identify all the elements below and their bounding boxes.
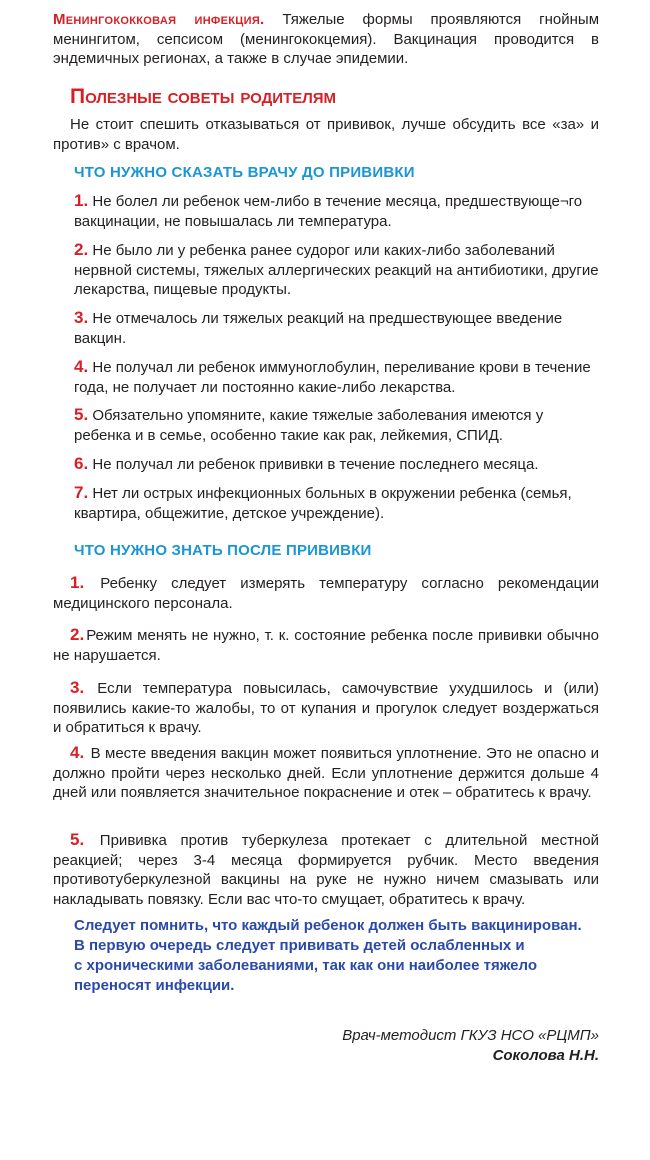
item-text: Не отмечалось ли тяжелых реакций на предшествующее введение вакцин. [74, 310, 563, 347]
after-item-5 [53, 830, 599, 909]
item-number: 1. [74, 191, 89, 210]
item-number: 3. [70, 678, 85, 697]
item-text: Не было ли у ребенка ранее судорог или каких-либо заболеваний нервной системы, тяжелых аллергических реакций на антибиотики, другие лекарства, пищевые продукты. [74, 242, 599, 299]
after-heading: ЧТО НУЖНО ЗНАТЬ ПОСЛЕ ПРИВИВКИ [74, 542, 372, 559]
signature-block [200, 1026, 599, 1066]
before-item-6 [74, 454, 599, 475]
before-item-3 [74, 308, 599, 348]
item-text: Прививка против туберкулеза протекает с длительной местной реакцией; через 3-4 месяца формируется рубчик. Место введения противотуберкулезной вакцины на руке не нужно ничем смазывать или накладывать повязку. Если вас что-то смущает, обратитесь к врачу. [53, 832, 599, 908]
item-text: Не получал ли ребенок прививки в течение последнего месяца. [88, 456, 539, 473]
item-number: 4. [74, 357, 89, 376]
before-item-1 [74, 191, 599, 231]
reminder-line: переносят инфекции. [74, 977, 235, 994]
reminder-block [74, 916, 604, 996]
item-number: 3. [74, 308, 89, 327]
item-number: 7. [74, 483, 89, 502]
before-item-4 [74, 357, 599, 397]
intro-text: Тяжелые формы проявляются гнойным менингитом, сепсисом (менингококцемия). Вакцинация проводится в эндемичных регионах, а также в случае эпидемии. [53, 11, 600, 68]
before-heading: ЧТО НУЖНО СКАЗАТЬ ВРАЧУ ДО ПРИВИВКИ [74, 164, 415, 181]
intro-paragraph [53, 10, 599, 69]
intro-lead: Менингококковая инфекция. [53, 11, 265, 28]
item-number: 5. [70, 830, 85, 849]
item-text: Не получал ли ребенок иммуноглобулин, переливание крови в течение года, не получает ли постоянно какие-либо лекарства. [74, 359, 591, 396]
tips-text: Не стоит спешить отказываться от прививок, лучше обсудить все «за» и против» с врачом. [53, 116, 599, 153]
item-text: Нет ли острых инфекционных больных в окружении ребенка (семья, квартира, общежитие, детское учреждение). [74, 485, 572, 522]
after-item-2 [53, 625, 599, 665]
item-text: Обязательно упомяните, какие тяжелые заболевания имеются у ребенка и в семье, особенно такие как рак, лейкемия, СПИД. [74, 407, 544, 444]
item-text: Ребенку следует измерять температуру согласно рекомендации медицинского персонала. [53, 575, 599, 612]
reminder-line: с хроническими заболеваниями, так как они наиболее тяжело [74, 957, 537, 974]
after-item-3 [53, 678, 599, 738]
signature-name: Соколова Н.Н. [492, 1047, 599, 1064]
reminder-line: В первую очередь следует прививать детей ослабленных и [74, 937, 525, 954]
before-item-5 [74, 405, 599, 445]
before-item-7 [74, 483, 599, 523]
tips-heading: Полезные советы родителям [70, 85, 337, 108]
item-text: Режим менять не нужно, т. к. состояние ребенка после прививки обычно не нарушается. [53, 627, 599, 664]
item-number: 2. [74, 240, 89, 259]
item-text: Если температура повысилась, самочувствие ухудшилось и (или) появились какие-то жалобы, то от купания и прогулок следует воздержаться и обратиться к врачу. [53, 680, 599, 737]
item-number: 2. [70, 625, 85, 644]
after-item-1 [53, 573, 599, 613]
item-text: Не болел ли ребенок чем-либо в течение месяца, предшествующе¬го вакцинации, не повышалась ли температура. [74, 193, 583, 230]
reminder-line: Следует помнить, что каждый ребенок должен быть вакцинирован. [74, 917, 582, 934]
item-number: 5. [74, 405, 89, 424]
item-number: 4. [70, 743, 85, 762]
item-text: В месте введения вакцин может появиться уплотнение. Это не опасно и должно пройти через несколько дней. Если уплотнение держится дольше 4 дней или появляется значительное покраснение и отек – обратитесь к врачу. [53, 745, 599, 802]
before-item-2 [74, 240, 599, 300]
signature-position: Врач-методист ГКУЗ НСО «РЦМП» [342, 1027, 599, 1044]
item-number: 1. [70, 573, 85, 592]
after-item-4 [53, 743, 599, 803]
item-number: 6. [74, 454, 89, 473]
